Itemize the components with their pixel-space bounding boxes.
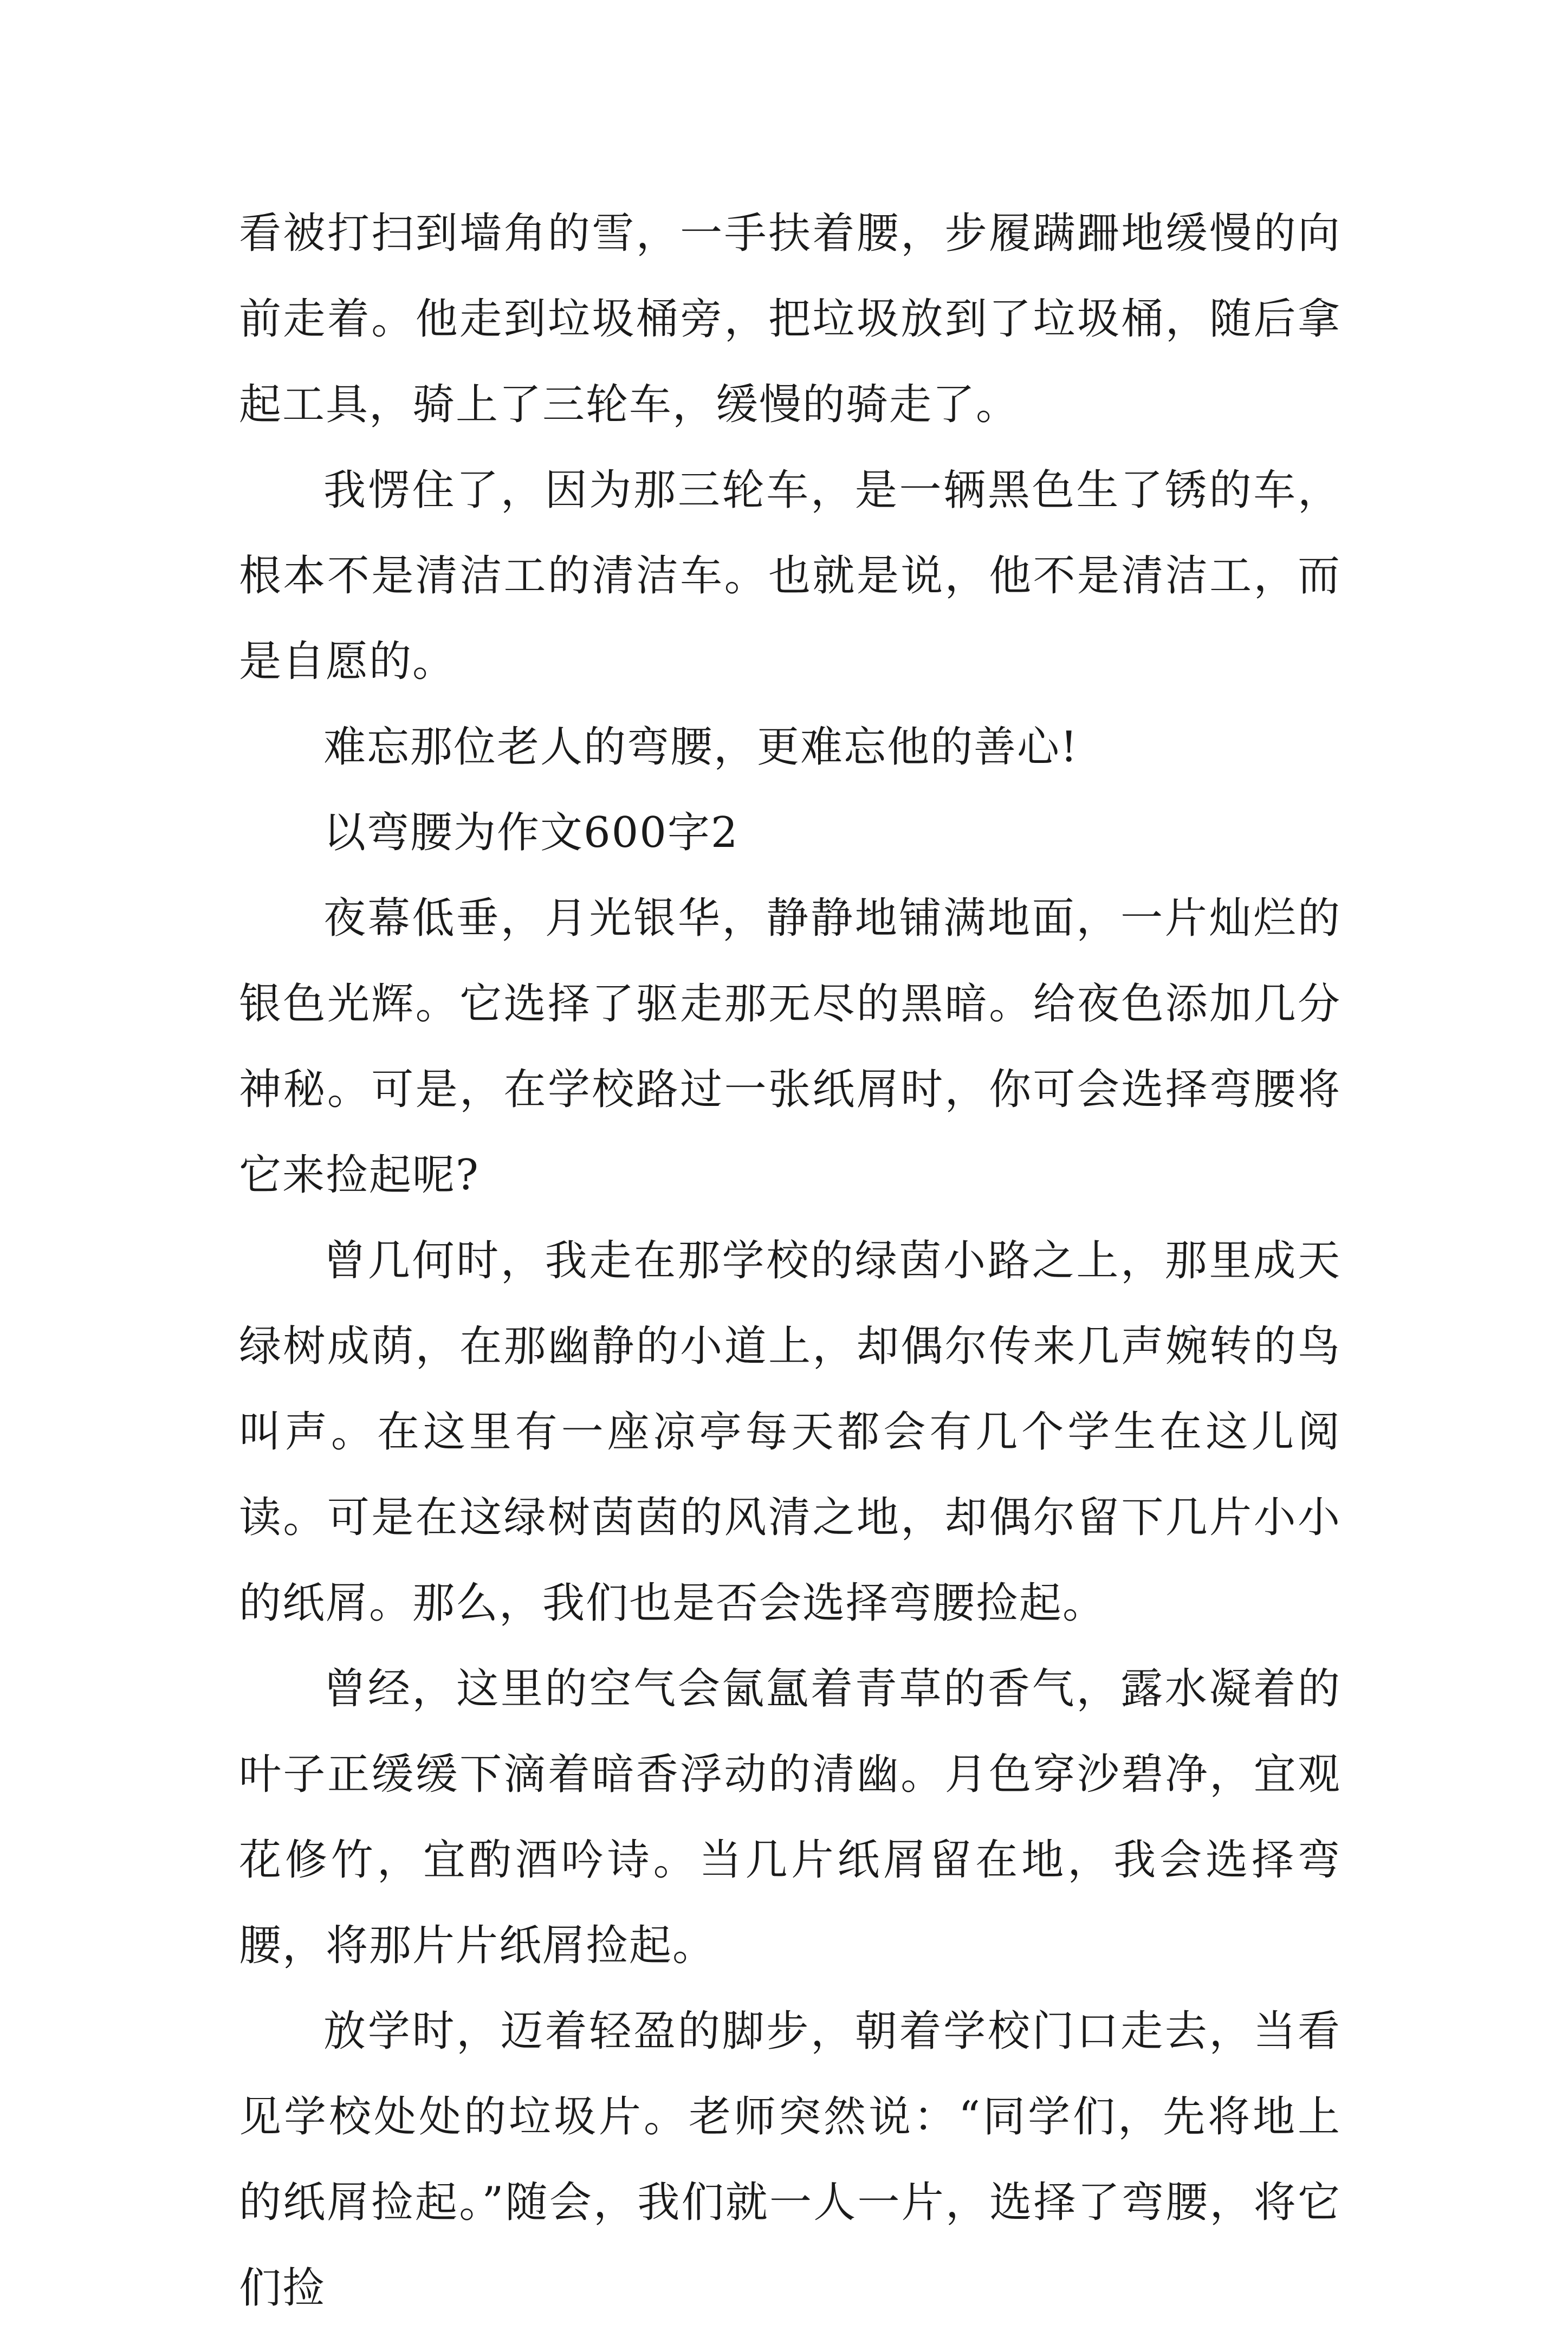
document-body (239, 191, 1341, 2331)
paragraph: 夜幕低垂，月光银华，静静地铺满地面，一片灿烂的银色光辉。它选择了驱走那无尽的黑暗。给夜色添加几分神秘。可是，在学校路过一张纸屑时，你可会选择弯腰将它来捡起呢? (239, 894, 1341, 1200)
paragraph: 曾经，这里的空气会氤氲着青草的香气，露水凝着的叶子正缓缓下滴着暗香浮动的清幽。月色穿沙碧净，宜观花修竹，宜酌酒吟诗。当几片纸屑留在地，我会选择弯腰，将那片片纸屑捡起。 (239, 1665, 1341, 1970)
paragraph: 难忘那位老人的弯腰，更难忘他的善心! (323, 723, 1079, 772)
essay-heading: 以弯腰为作文600字2 (323, 808, 739, 857)
paragraph-continuation: 看被打扫到墙角的雪，一手扶着腰，步履蹒跚地缓慢的向前走着。他走到垃圾桶旁，把垃圾放到了垃圾桶，随后拿起工具，骑上了三轮车，缓慢的骑走了。 (239, 209, 1341, 429)
paragraph: 我愣住了，因为那三轮车，是一辆黑色生了锈的车，根本不是清洁工的清洁车。也就是说，他不是清洁工，而是自愿的。 (239, 466, 1341, 686)
paragraph: 放学时，迈着轻盈的脚步，朝着学校门口走去，当看见学校处处的垃圾片。老师突然说：“同学们，先将地上的纸屑捡起。”随会，我们就一人一片，选择了弯腰，将它们捡 (239, 2007, 1341, 2313)
paragraph: 曾几何时，我走在那学校的绿茵小路之上，那里成天绿树成荫，在那幽静的小道上，却偶尔传来几声婉转的鸟叫声。在这里有一座凉亭每天都会有几个学生在这儿阅读。可是在这绿树茵茵的风清之地，却偶尔留下几片小小的纸屑。那么，我们也是否会选择弯腰捡起。 (239, 1236, 1341, 1628)
